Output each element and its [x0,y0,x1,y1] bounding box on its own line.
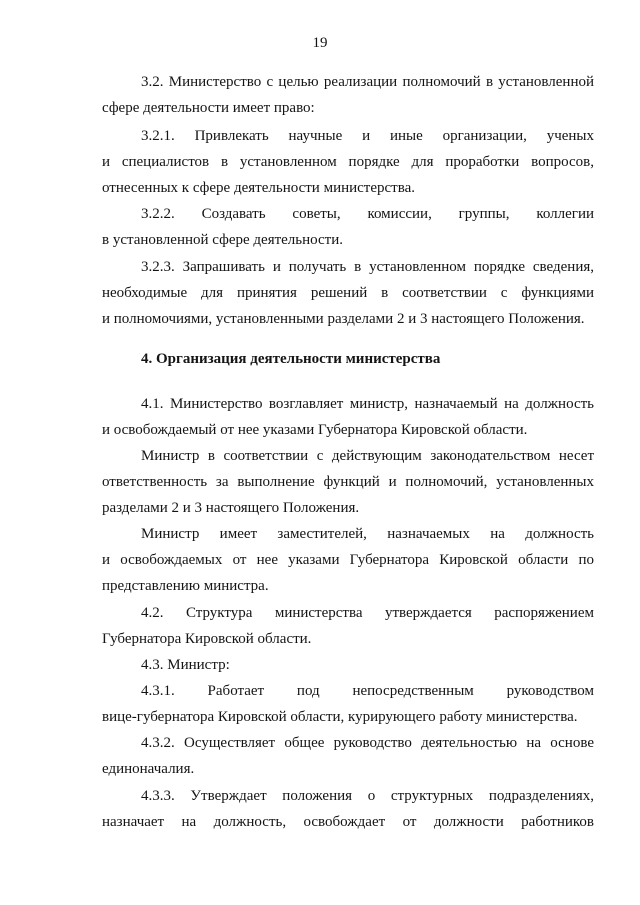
text-line: 3.2.2. Создавать советы, комиссии, группы, коллегии [141,206,594,222]
text-line: 4.3.2. Осуществляет общее руководство деятельностью на основе [141,735,594,751]
text-line: разделами 2 и 3 настоящего Положения. [102,500,360,516]
text-line: вице-губернатора Кировской области, курирующего работу министерства. [102,709,578,725]
text-line: ответственность за выполнение функций и полномочий, установленных [102,474,594,490]
text-line: 4.1. Министерство возглавляет министр, назначаемый на должность [141,396,594,412]
text-line: 4.3.3. Утверждает положения о структурных подразделениях, [141,788,594,804]
text-line: и полномочиями, установленными разделами 2 и 3 настоящего Положения. [102,311,585,327]
text-line: единоначалия. [102,761,195,777]
text-line: 4.2. Структура министерства утверждается распоряжением [141,605,594,621]
text-line: и освобождаемых от нее указами Губернатора Кировской области по [102,552,594,568]
text-line: необходимые для принятия решений в соответствии с функциями [102,285,594,301]
text-line: Министр имеет заместителей, назначаемых на должность [141,526,594,542]
section-heading: 4. Организация деятельности министерства [141,351,441,367]
text-line: и освобождаемый от нее указами Губернатора Кировской области. [102,422,528,438]
text-line: 4.3.1. Работает под непосредственным руководством [141,683,594,699]
text-line: 3.2. Министерство с целью реализации полномочий в установленной [141,74,594,90]
page-number: 19 [312,35,328,51]
text-line: Министр в соответствии с действующим законодательством несет [141,448,594,464]
text-line: Губернатора Кировской области. [102,631,312,647]
text-line: 3.2.3. Запрашивать и получать в установленном порядке сведения, [141,259,594,275]
text-line: отнесенных к сфере деятельности министерства. [102,180,416,196]
text-line: в установленной сфере деятельности. [102,232,344,248]
text-line: 3.2.1. Привлекать научные и иные организации, ученых [141,128,594,144]
text-line: представлению министра. [102,578,269,594]
text-line: назначает на должность, освобождает от должности работников [102,814,594,830]
text-line: 4.3. Министр: [141,657,230,673]
text-line: и специалистов в установленном порядке для проработки вопросов, [102,154,594,170]
text-line: сфере деятельности имеет право: [102,100,315,116]
